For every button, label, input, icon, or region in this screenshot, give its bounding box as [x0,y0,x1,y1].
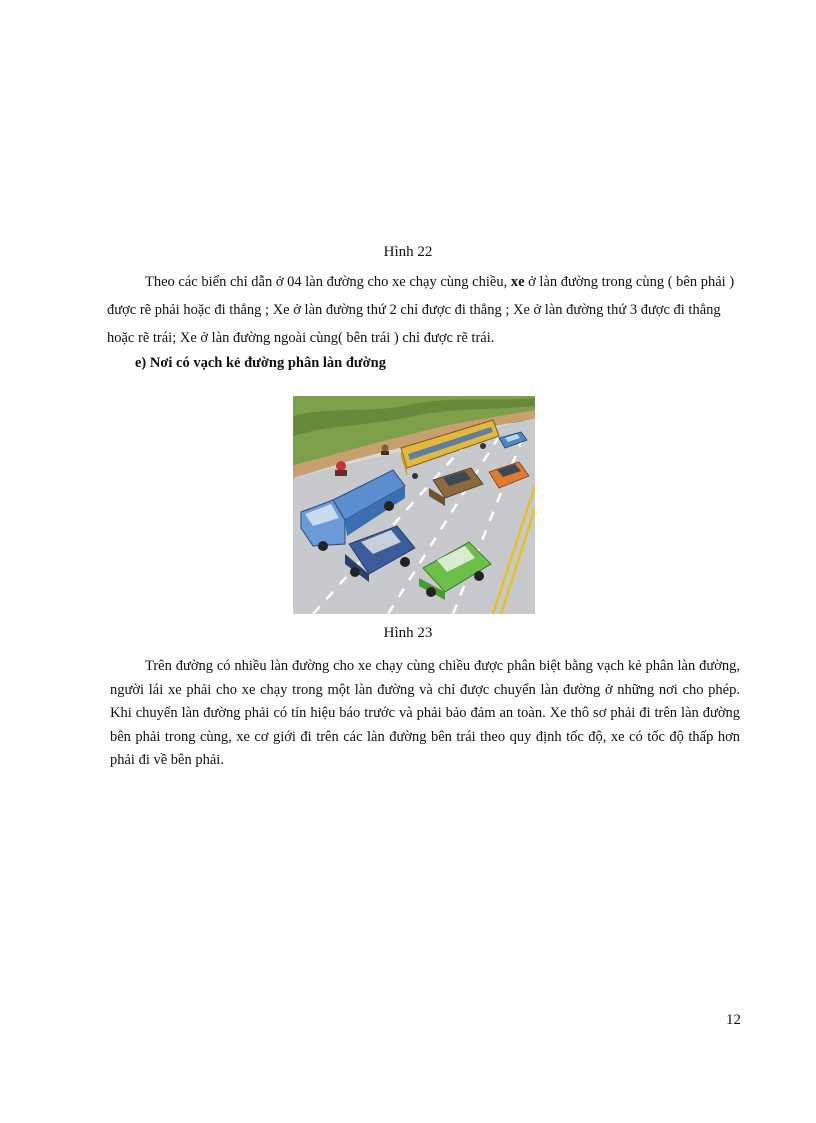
figure-23-caption: Hình 23 [383,625,433,641]
figure-23-illustration [293,396,535,614]
lane-sign-paragraph [107,268,747,352]
page-number: 12 [726,1012,741,1028]
lane-rules-paragraph: Trên đường có nhiều làn đường cho xe chạy cùng chiều được phân biệt bằng vạch kẻ phân làn đường, người lái xe phải cho xe chạy trong một làn đường và chỉ được chuyển làn đường ở những nơi cho phép. Khi chuyển làn đường phải có tín hiệu báo trước và phải bảo đảm an toàn. Xe thô sơ phải đi trên làn đường bên phải trong cùng, xe cơ giới đi trên các làn đường bên trái theo quy định tốc độ, xe có tốc độ thấp hơn phải đi về bên phải. [110,658,740,768]
paragraph1-bold-word: xe [510,274,525,290]
paragraph1-part2: ở làn đường trong cùng ( bên phải ) được rẽ phải hoặc đi thẳng ; Xe ở làn đường thứ 2 chỉ được đi thẳng ; Xe ở làn đường thứ 3 được đi thẳng hoặc rẽ trái; Xe ở làn đường ngoài cùng( bên trái ) chỉ được rẽ trái. [107,274,735,346]
section-heading: e) Nơi có vạch kẻ đường phân làn đường [135,355,386,371]
figure-22-caption: Hình 22 [383,244,433,260]
motorbike-rider-far [381,445,389,456]
paragraph1-part1: Theo các biển chỉ dẫn ở 04 làn đường cho xe chạy cùng chiều, [145,274,511,290]
